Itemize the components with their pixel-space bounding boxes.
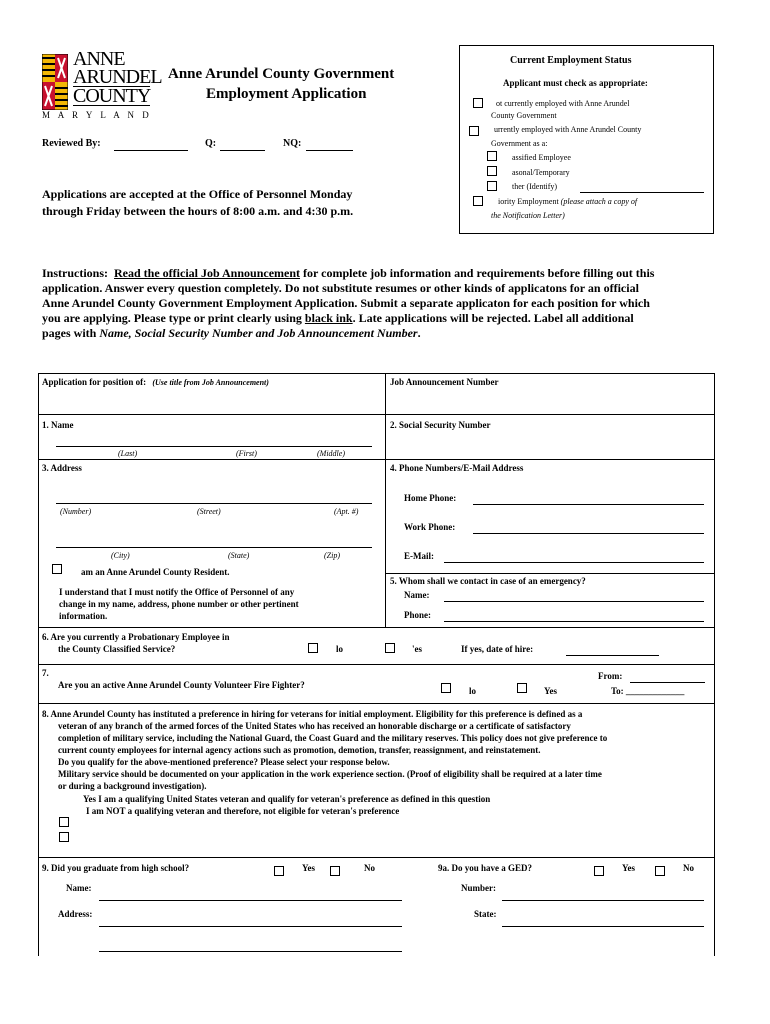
priority-label-text: iority Employment — [498, 197, 559, 206]
row-divider-6 — [38, 627, 715, 628]
q7-no-checkbox[interactable] — [441, 683, 451, 693]
other-label: ther (Identify) — [512, 182, 558, 191]
name-label: 1. Name — [42, 420, 74, 430]
q7-yes-checkbox[interactable] — [517, 683, 527, 693]
q7-from-field[interactable] — [630, 682, 705, 683]
q9-yes-checkbox[interactable] — [274, 866, 284, 876]
work-phone-field[interactable] — [473, 533, 704, 534]
seasonal-label: asonal/Temporary — [512, 168, 570, 177]
row-divider-1 — [38, 414, 715, 415]
work-phone-label: Work Phone: — [404, 522, 456, 532]
q9-no-label: No — [364, 863, 375, 873]
q8-option-no-label: I am NOT a qualifying veteran and therefore, not eligible for veteran's preference — [86, 806, 400, 816]
instructions-line5 — [42, 326, 722, 341]
q6-line2: the County Classified Service? — [58, 644, 176, 654]
other-identify-field[interactable] — [580, 192, 704, 193]
q6-line1: 6. Are you currently a Probationary Employee in — [42, 632, 230, 642]
currently-employed-checkbox[interactable] — [469, 126, 479, 136]
ged-number-label: Number: — [461, 883, 496, 893]
addr-city-caption: (City) — [111, 551, 130, 560]
nq-label: NQ: — [283, 138, 302, 149]
school-address-field-2[interactable] — [99, 951, 402, 952]
name-first-caption: (First) — [236, 449, 257, 458]
q6-text — [42, 631, 230, 655]
notify-text — [59, 586, 299, 622]
address-street-field[interactable] — [56, 503, 372, 504]
q9-label: 9. Did you graduate from high school? — [42, 863, 190, 873]
q9a-no-checkbox[interactable] — [655, 866, 665, 876]
emergency-name-label: Name: — [404, 590, 430, 600]
q7-text: Are you an active Anne Arundel County Volunteer Fire Fighter? — [58, 680, 305, 690]
home-phone-field[interactable] — [473, 504, 704, 505]
name-field[interactable] — [56, 446, 372, 447]
q6-date-label: If yes, date of hire: — [461, 644, 534, 654]
instructions-text5b: Name, Social Security Number and Job Announcement Number — [99, 326, 418, 340]
instructions-line1 — [42, 266, 722, 281]
ged-state-label: State: — [474, 909, 497, 919]
currently-employed-label: urrently employed with Anne Arundel County — [494, 125, 642, 134]
q8-line7: or during a background investigation). — [58, 781, 207, 791]
logo-text-county: COUNTY — [73, 85, 151, 107]
instructions-text5a: pages with — [42, 326, 97, 340]
classified-checkbox[interactable] — [487, 151, 497, 161]
q7-yes-label: Yes — [544, 686, 557, 696]
email-label: E-Mail: — [404, 551, 434, 561]
instructions-text5c: . — [417, 326, 421, 340]
addr-zip-caption: (Zip) — [324, 551, 340, 560]
notify-line3: information. — [59, 611, 108, 621]
instructions-line2: application. Answer every question completely. Do not substitute resumes or other kinds of applicatons for an official — [42, 281, 639, 295]
school-address-field[interactable] — [99, 926, 402, 927]
school-name-label: Name: — [66, 883, 92, 893]
logo-text-maryland: M A R Y L A N D — [42, 110, 152, 120]
ged-state-field[interactable] — [502, 926, 704, 927]
ssn-label: 2. Social Security Number — [390, 420, 491, 430]
black-ink-emphasis: black ink — [304, 311, 353, 325]
employment-status-title: Current Employment Status — [510, 55, 632, 66]
q-label: Q: — [205, 138, 217, 149]
job-number-label: Job Announcement Number — [390, 377, 499, 387]
q9a-no-label: No — [683, 863, 694, 873]
job-announcement-link[interactable]: Read the official Job Announcement — [114, 266, 301, 280]
not-employed-label-2: County Government — [491, 111, 557, 120]
other-checkbox[interactable] — [487, 181, 497, 191]
page-title-line1: Anne Arundel County Government — [168, 66, 395, 82]
instructions-line4 — [42, 311, 722, 326]
nq-field[interactable] — [306, 150, 353, 151]
office-hours-line1: Applications are accepted at the Office of Personnel Monday — [42, 187, 353, 201]
q8-text — [42, 708, 607, 792]
maryland-flag-icon — [42, 54, 68, 110]
priority-label-2: the Notification Letter) — [491, 211, 565, 220]
addr-state-caption: (State) — [228, 551, 250, 560]
address-label: 3. Address — [42, 463, 82, 473]
q6-yes-checkbox[interactable] — [385, 643, 395, 653]
q9-no-checkbox[interactable] — [330, 866, 340, 876]
position-label-text: Application for position of: — [42, 377, 147, 387]
classified-label: assified Employee — [512, 153, 571, 162]
seasonal-checkbox[interactable] — [487, 166, 497, 176]
emergency-label: 5. Whom shall we contact in case of an emergency? — [390, 576, 586, 586]
row-divider-2 — [38, 459, 715, 460]
notify-line2: change in my name, address, phone number or other pertinent — [59, 599, 299, 609]
q6-date-field[interactable] — [566, 655, 659, 656]
q8-line2: veteran of any branch of the armed forces of the United States who has received an honorable discharge or a certificate of satisfactory — [58, 721, 571, 731]
page-title-line2: Employment Application — [206, 86, 367, 102]
position-hint: (Use title from Job Announcement) — [152, 378, 269, 387]
row-divider-7 — [38, 664, 715, 665]
q9a-label: 9a. Do you have a GED? — [438, 863, 533, 873]
q8-line4: current county employees for internal agency actions such as promotion, demotion, transfer, reassignment, and reinstatement. — [58, 745, 541, 755]
not-employed-checkbox[interactable] — [473, 98, 483, 108]
q7-number: 7. — [42, 668, 49, 678]
q7-from-label: From: — [598, 671, 623, 681]
phone-section-label: 4. Phone Numbers/E-Mail Address — [390, 463, 524, 473]
priority-label-note: (please attach a copy of — [560, 197, 638, 206]
q8-line3: completion of military service, including the National Guard, the Coast Guard and the military reserves. This policy does not give preference to — [58, 733, 608, 743]
row-divider-5 — [385, 573, 715, 574]
q9a-yes-checkbox[interactable] — [594, 866, 604, 876]
row-divider-9 — [38, 857, 715, 858]
name-last-caption: (Last) — [118, 449, 138, 458]
employment-status-subtitle: Applicant must check as appropriate: — [503, 78, 648, 88]
q8-yes-checkbox[interactable] — [59, 817, 69, 827]
instructions-text4a: you are applying. Please type or print clearly using — [42, 311, 302, 325]
q6-no-checkbox[interactable] — [308, 643, 318, 653]
col-divider-top — [385, 373, 386, 627]
emergency-phone-field[interactable] — [444, 621, 704, 622]
name-middle-caption: (Middle) — [317, 449, 345, 458]
q8-line1: 8. Anne Arundel County has instituted a preference in hiring for veterans for initial employment. Eligibility for this preference is defined as a — [42, 709, 583, 719]
q9a-yes-label: Yes — [622, 863, 635, 873]
instructions-block — [42, 266, 722, 341]
reviewed-by-field[interactable] — [114, 150, 188, 151]
not-employed-label: ot currently employed with Anne Arundel — [496, 99, 630, 108]
priority-label — [498, 197, 637, 206]
email-field[interactable] — [444, 562, 704, 563]
instructions-text4b: . Late applications will be rejected. Label all additional — [352, 311, 634, 325]
logo-text-arundel: ARUNDEL — [73, 66, 162, 88]
q8-line6: Military service should be documented on your application in the work experience section. (Proof of eligibility shall be required at a later time — [58, 769, 602, 779]
reviewed-by-label: Reviewed By: — [42, 138, 101, 149]
emergency-phone-label: Phone: — [404, 610, 431, 620]
notify-line1: I understand that I must notify the Office of Personnel of any — [59, 587, 295, 597]
county-logo — [40, 48, 162, 122]
instructions-text1: for complete job information and requirements before filling out this — [303, 266, 655, 280]
address-city-field[interactable] — [56, 547, 372, 548]
row-divider-8 — [38, 703, 715, 704]
instructions-label: Instructions: — [42, 266, 109, 280]
q8-line5: Do you qualify for the above-mentioned preference? Please select your response below. — [58, 757, 390, 767]
q9-yes-label: Yes — [302, 863, 315, 873]
addr-number-caption: (Number) — [60, 507, 92, 516]
q-field[interactable] — [220, 150, 265, 151]
logo-text-anne: ANNE — [73, 48, 125, 70]
q8-no-checkbox[interactable] — [59, 832, 69, 842]
school-name-field[interactable] — [99, 900, 402, 901]
position-label — [42, 377, 269, 387]
office-hours-line2: through Friday between the hours of 8:00 a.m. and 4:30 p.m. — [42, 204, 354, 218]
resident-checkbox[interactable] — [52, 564, 62, 574]
q6-no-label: lo — [336, 644, 344, 654]
ged-number-field[interactable] — [502, 900, 704, 901]
resident-label: am an Anne Arundel County Resident. — [81, 567, 230, 577]
addr-apt-caption: (Apt. #) — [334, 507, 359, 516]
currently-employed-label-2: Government as a: — [491, 139, 548, 148]
addr-street-caption: (Street) — [197, 507, 221, 516]
q6-yes-label: 'es — [412, 644, 422, 654]
school-address-label: Address: — [58, 909, 93, 919]
emergency-name-field[interactable] — [444, 601, 704, 602]
q7-no-label: lo — [469, 686, 477, 696]
q7-to-label[interactable]: To: _____________ — [611, 686, 685, 696]
q8-option-yes-label: Yes I am a qualifying United States veteran and qualify for veteran's preference as defined in this question — [83, 794, 491, 804]
priority-checkbox[interactable] — [473, 196, 483, 206]
home-phone-label: Home Phone: — [404, 493, 457, 503]
instructions-line3: Anne Arundel County Government Employment Application. Submit a separate applicaton for each position for which — [42, 296, 650, 310]
